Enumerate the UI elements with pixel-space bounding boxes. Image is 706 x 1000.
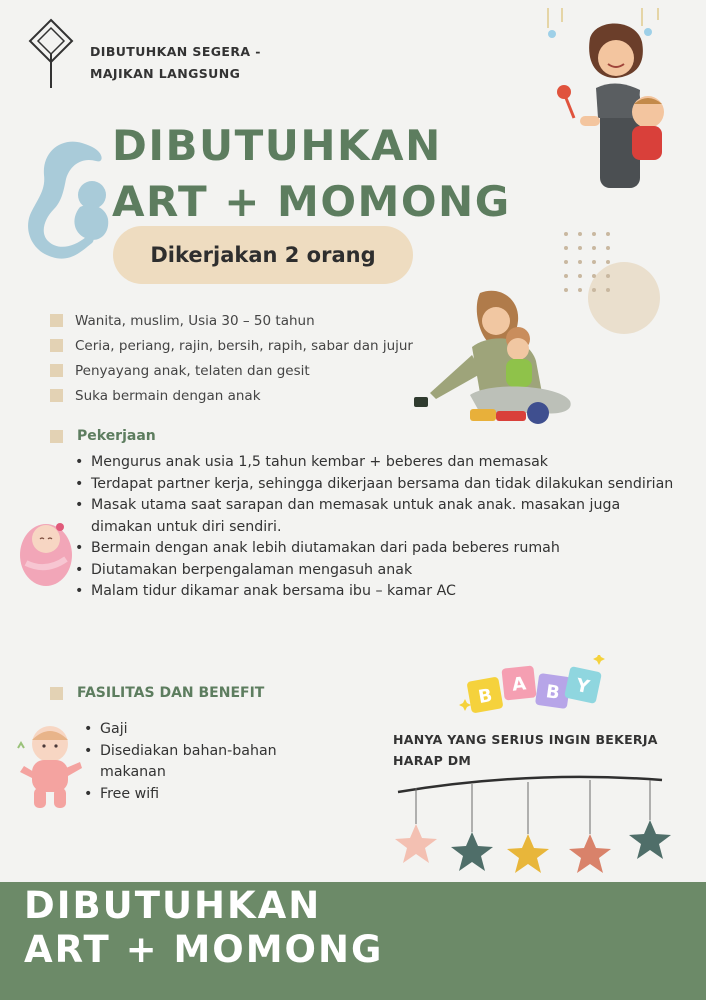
bullet-square-icon <box>50 364 63 377</box>
header-label <box>90 41 261 85</box>
requirement-item: Ceria, periang, rajin, bersih, rapih, sabar dan jujur <box>50 333 430 358</box>
fasilitas-item: • Free wifi <box>84 784 314 806</box>
serius-line-2: HARAP DM <box>393 753 472 768</box>
bullet-square-icon <box>50 389 63 402</box>
header-line-2: MAJIKAN LANGSUNG <box>90 66 241 81</box>
star-mobile-illustration <box>390 772 680 882</box>
requirement-item: Penyayang anak, telaten dan gesit <box>50 358 430 383</box>
fasilitas-item: • Disediakan bahan-bahan makanan <box>84 741 314 784</box>
baby-girl-illustration <box>14 722 84 810</box>
block-letter: B <box>544 681 562 704</box>
bullet-square-icon <box>50 687 63 700</box>
serius-note <box>393 729 693 771</box>
requirement-item: Wanita, muslim, Usia 30 – 50 tahun <box>50 308 430 333</box>
header-line-1: DIBUTUHKAN SEGERA - <box>90 44 261 59</box>
serius-line-1: HANYA YANG SERIUS INGIN BEKERJA <box>393 732 658 747</box>
block-letter: B <box>476 684 494 709</box>
swaddled-baby-illustration <box>16 515 76 587</box>
pekerjaan-item: • Terdapat partner kerja, sehingga dikerjaan bersama dan tidak dilakukan sendirian <box>75 474 675 496</box>
woman-playing-child-illustration <box>410 285 580 430</box>
footer-title-line-2: ART + MOMONG <box>24 928 384 971</box>
diamond-tree-logo-icon <box>28 18 74 90</box>
pekerjaan-item: • Diutamakan berpengalaman mengasuh anak <box>75 560 675 582</box>
pekerjaan-item: • Masak utama saat sarapan dan memasak untuk anak anak. masakan juga dimakan untuk diri sendiri. <box>75 495 675 538</box>
requirements-list <box>50 308 430 408</box>
fasilitas-heading: FASILITAS DAN BENEFIT <box>50 685 264 701</box>
main-title-line-2: ART + MOMONG <box>112 177 511 226</box>
workers-count-pill <box>113 226 413 284</box>
workers-count-label: Dikerjakan 2 orang <box>150 243 376 267</box>
pekerjaan-item: • Mengurus anak usia 1,5 tahun kembar + beberes dan memasak <box>75 452 675 474</box>
mother-baby-illustration <box>540 8 670 198</box>
pekerjaan-list <box>75 452 675 603</box>
main-title <box>112 118 511 230</box>
fasilitas-list <box>84 719 314 805</box>
pekerjaan-heading: Pekerjaan <box>50 428 156 444</box>
pekerjaan-item: • Bermain dengan anak lebih diutamakan dari pada beberes rumah <box>75 538 675 560</box>
requirement-item: Suka bermain dengan anak <box>50 383 430 408</box>
footer-title <box>24 884 383 972</box>
bullet-square-icon <box>50 339 63 352</box>
fasilitas-item: • Gaji <box>84 719 314 741</box>
mother-silhouette-icon <box>22 135 118 265</box>
bullet-square-icon <box>50 430 63 443</box>
bullet-square-icon <box>50 314 63 327</box>
baby-blocks-illustration <box>455 655 610 727</box>
block-letter: Y <box>574 674 592 699</box>
block-letter: A <box>511 673 528 696</box>
footer-title-line-1: DIBUTUHKAN <box>24 884 322 927</box>
main-title-line-1: DIBUTUHKAN <box>112 121 442 170</box>
pekerjaan-item: • Malam tidur dikamar anak bersama ibu – kamar AC <box>75 581 675 603</box>
